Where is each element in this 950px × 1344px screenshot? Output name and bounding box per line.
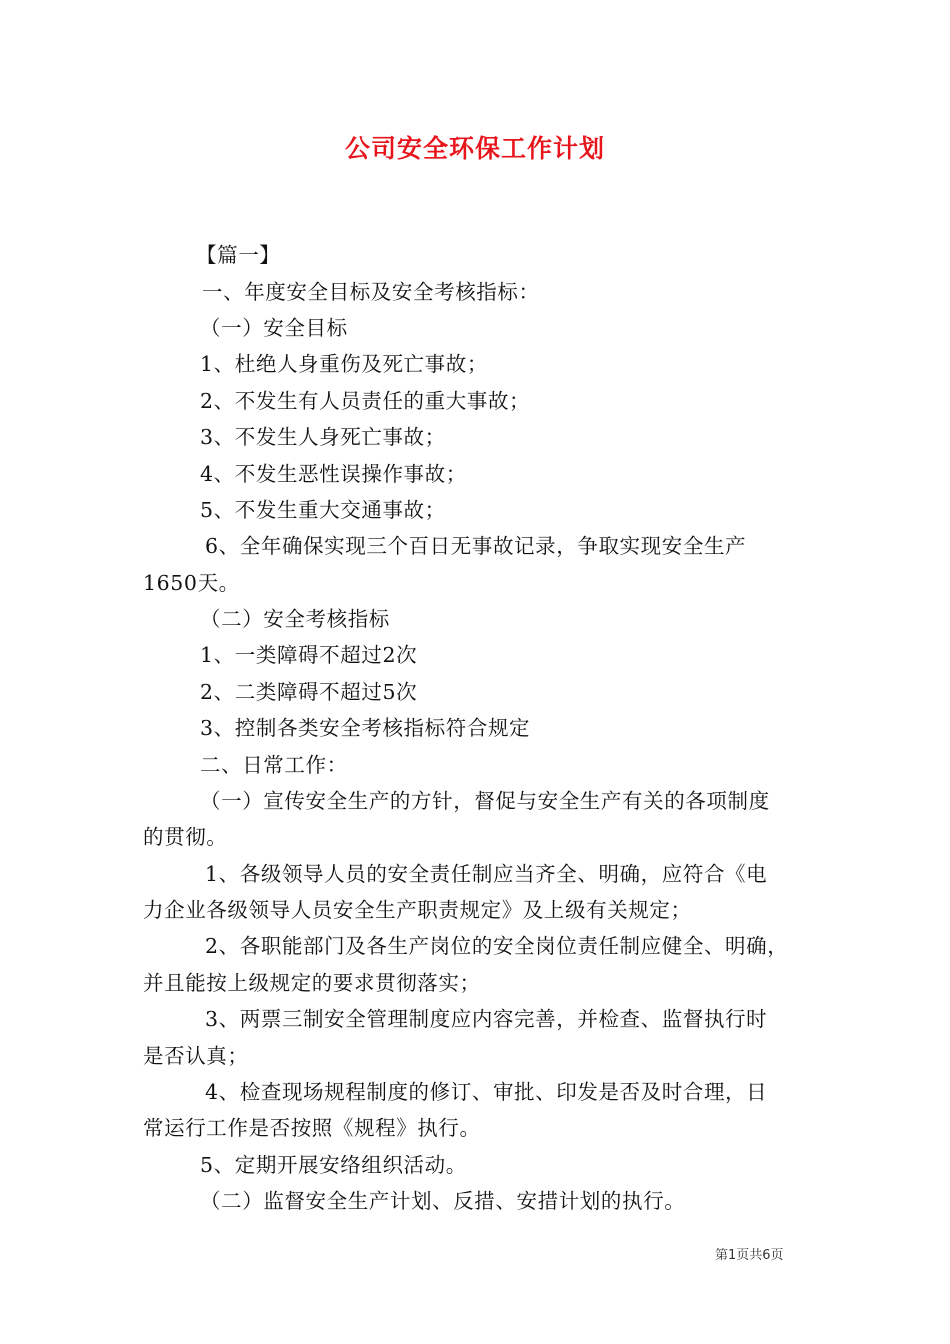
paragraph-line: 的贯彻。 — [143, 825, 228, 849]
paragraph-line: 二、日常工作： — [200, 753, 348, 777]
paragraph-line: 1、各级领导人员的安全责任制应当齐全、明确，应符合《电 — [205, 862, 768, 886]
paragraph-line: 2、各职能部门及各生产岗位的安全岗位责任制应健全、明确， — [205, 934, 789, 958]
paragraph-line: 力企业各级领导人员安全生产职责规定》及上级有关规定； — [143, 898, 692, 922]
page-indicator: 第1页共6页 — [715, 1248, 784, 1263]
paragraph-line: 一、年度安全目标及安全考核指标： — [202, 280, 540, 304]
paragraph-line: 常运行工作是否按照《规程》执行。 — [143, 1116, 481, 1140]
paragraph-line: 是否认真； — [143, 1044, 249, 1068]
paragraph-line: （二）安全考核指标 — [200, 607, 390, 631]
paragraph-line: 【篇一】 — [196, 243, 281, 267]
paragraph-line: （一）宣传安全生产的方针，督促与安全生产有关的各项制度 — [200, 789, 770, 813]
paragraph-line: 3、不发生人身死亡事故； — [200, 425, 446, 449]
paragraph-line: （一）安全目标 — [200, 316, 348, 340]
paragraph-line: 5、不发生重大交通事故； — [200, 498, 446, 522]
paragraph-line: 6、全年确保实现三个百日无事故记录，争取实现安全生产 — [205, 534, 747, 558]
document-title: 公司安全环保工作计划 — [344, 134, 605, 163]
paragraph-line: 1650天。 — [143, 571, 240, 595]
paragraph-line: 2、不发生有人员责任的重大事故； — [200, 389, 531, 413]
paragraph-line: 3、控制各类安全考核指标符合规定 — [200, 716, 531, 740]
paragraph-line: 并且能按上级规定的要求贯彻落实； — [143, 971, 481, 995]
paragraph-line: 2、二类障碍不超过5次 — [200, 680, 418, 704]
paragraph-line: 1、一类障碍不超过2次 — [200, 643, 418, 667]
paragraph-line: 5、定期开展安络组织活动。 — [200, 1153, 467, 1177]
paragraph-line: 1、杜绝人身重伤及死亡事故； — [200, 352, 488, 376]
paragraph-line: 3、两票三制安全管理制度应内容完善，并检查、监督执行时 — [205, 1007, 768, 1031]
paragraph-line: 4、检查现场规程制度的修订、审批、印发是否及时合理，日 — [205, 1080, 768, 1104]
paragraph-line: 4、不发生恶性误操作事故； — [200, 462, 467, 486]
paragraph-line: （二）监督安全生产计划、反措、安措计划的执行。 — [200, 1189, 686, 1213]
